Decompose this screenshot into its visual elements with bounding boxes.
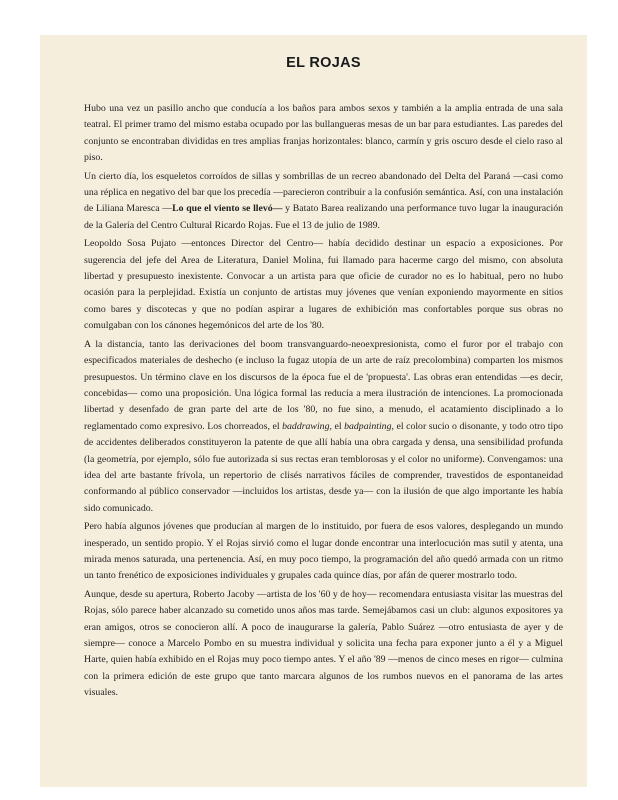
paragraph-4 <box>84 337 563 517</box>
paragraph-6: Aunque, desde su apertura, Roberto Jacoby —artista de los '60 y de hoy— recomendara entusiasta visitar las muestras del Rojas, sólo parece haber alcanzado su cometido unos años mas tarde. Semejábamos casi un club: algunos expositores ya eran amigos, otros se conocieron allí. A poco de inaugurarse la galería, Pablo Suárez —otro entusiasta de ayer y de siempre— conoce a Marcelo Pombo en su muestra individual y solicita una fecha para exponer junto a él y a Miguel Harte, quien había exhibido en el Rojas muy poco tiempo antes. Y el año '89 —menos de cinco meses en rigor— culmina con la primera edición de este grupo que tanto marcara algunos de los rumbos nuevos en el panorama de las artes visuales. <box>84 588 563 699</box>
paragraph-2-text-b: y Batato Barea realizando una performance tuvo lugar la inauguración de la Galería del Centro Cultural Ricardo Rojas. Fue el 13 de julio de 1989. <box>84 203 563 231</box>
term-baddrawing: baddrawing <box>282 420 330 432</box>
paragraph-4-text-c: , el color sucio o disonante, y todo otro tipo de accidentes deliberados constituyeron la patente de que allí había una obra cargada y densa, una sensibilidad profunda (la geometría, por ejemplo, sólo fue autorizada si sus rectas eran temblorosas y el color no uniforme). Convengamos: una idea del arte bastante frívola, un repertorio de clisés narrativos fáciles de comprender, travestidos de espontaneidad conformando al público conservador —incluidos los artistas, desde ya— con la ilusión de que algo importante les había sido comunicado. <box>84 420 563 514</box>
paragraph-1: Hubo una vez un pasillo ancho que conducía a los baños para ambos sexos y también a la amplia entrada de una sala teatral. El primer tramo del mismo estaba ocupado por las bullangueras mesas de un bar para estudiantes. Las paredes del conjunto se encontraban divididas en tres amplias franjas horizontales: blanco, carmín y gris oscuro desde el cielo raso al piso. <box>84 103 563 164</box>
installation-title: Lo que el viento se llevó— <box>172 203 283 215</box>
paragraph-5: Pero había algunos jóvenes que producían al margen de lo instituido, por fuera de esos valores, desplegando un mundo inesperado, un sentido propio. Y el Rojas sirvió como el lugar donde encontrar una interlocución mas sutil y atenta, una mirada menos saturada, una pertenencia. Así, en muy poco tiempo, la programación del año quedó armada con un ritmo un tanto frenético de exposiciones individuales y grupales cada quince días, por afán de querer mostrarlo todo. <box>84 521 563 582</box>
term-badpainting: badpainting <box>344 420 392 432</box>
paragraph-3: Leopoldo Sosa Pujato —entonces Director del Centro— había decidido destinar un espacio a exposiciones. Por sugerencia del jefe del Area de Literatura, Daniel Molina, fui llamado para hacerme cargo del mismo, con absoluta libertad y presupuesto inexistente. Convocar a un artista para que oficie de curador no es lo habitual, pero no hubo ocasión para la perplejidad. Existía un conjunto de artistas muy jóvenes que venían exponiendo mayormente en sitios como bares y discotecas y que no podían aspirar a lugares de exhibición mas confortables porque sus obras no comulgaban con los cánones hegemónicos del arte de los '80. <box>84 238 563 332</box>
paragraph-4-text-a: A la distancia, tanto las derivaciones del boom transvanguardo-neoexpresionista, como el furor por el trabajo con especificados materiales de deshecho (e incluso la fugaz utopía de un arte de raíz precolombina) comparten los mismos presupuestos. Un término clave en los discursos de la época fue el de 'propuesta'. Las obras eran entendidas —es decir, concebidas— como una proposición. Una lógica formal las reducía a mera ilustración de intenciones. La promocionada libertad y desenfado de gran parte del arte de los '80, no fue sino, a menudo, el acatamiento disciplinado a lo reglamentado como expresivo. Los chorreados, el <box>84 338 563 432</box>
document-page <box>40 35 587 787</box>
page-title: EL ROJAS <box>286 55 361 71</box>
paragraph-2 <box>84 169 563 235</box>
paragraph-2-text-a: Un cierto día, los esqueletos corroídos de sillas y sombrillas de un recreo abandonado del Delta del Paraná —casi como una réplica en negativo del bar que los precedía —parecieron contribuir a la confusión semántica. Así, con una instalación de Liliana Maresca — <box>84 170 563 215</box>
paragraph-4-text-b: , el <box>329 420 345 432</box>
